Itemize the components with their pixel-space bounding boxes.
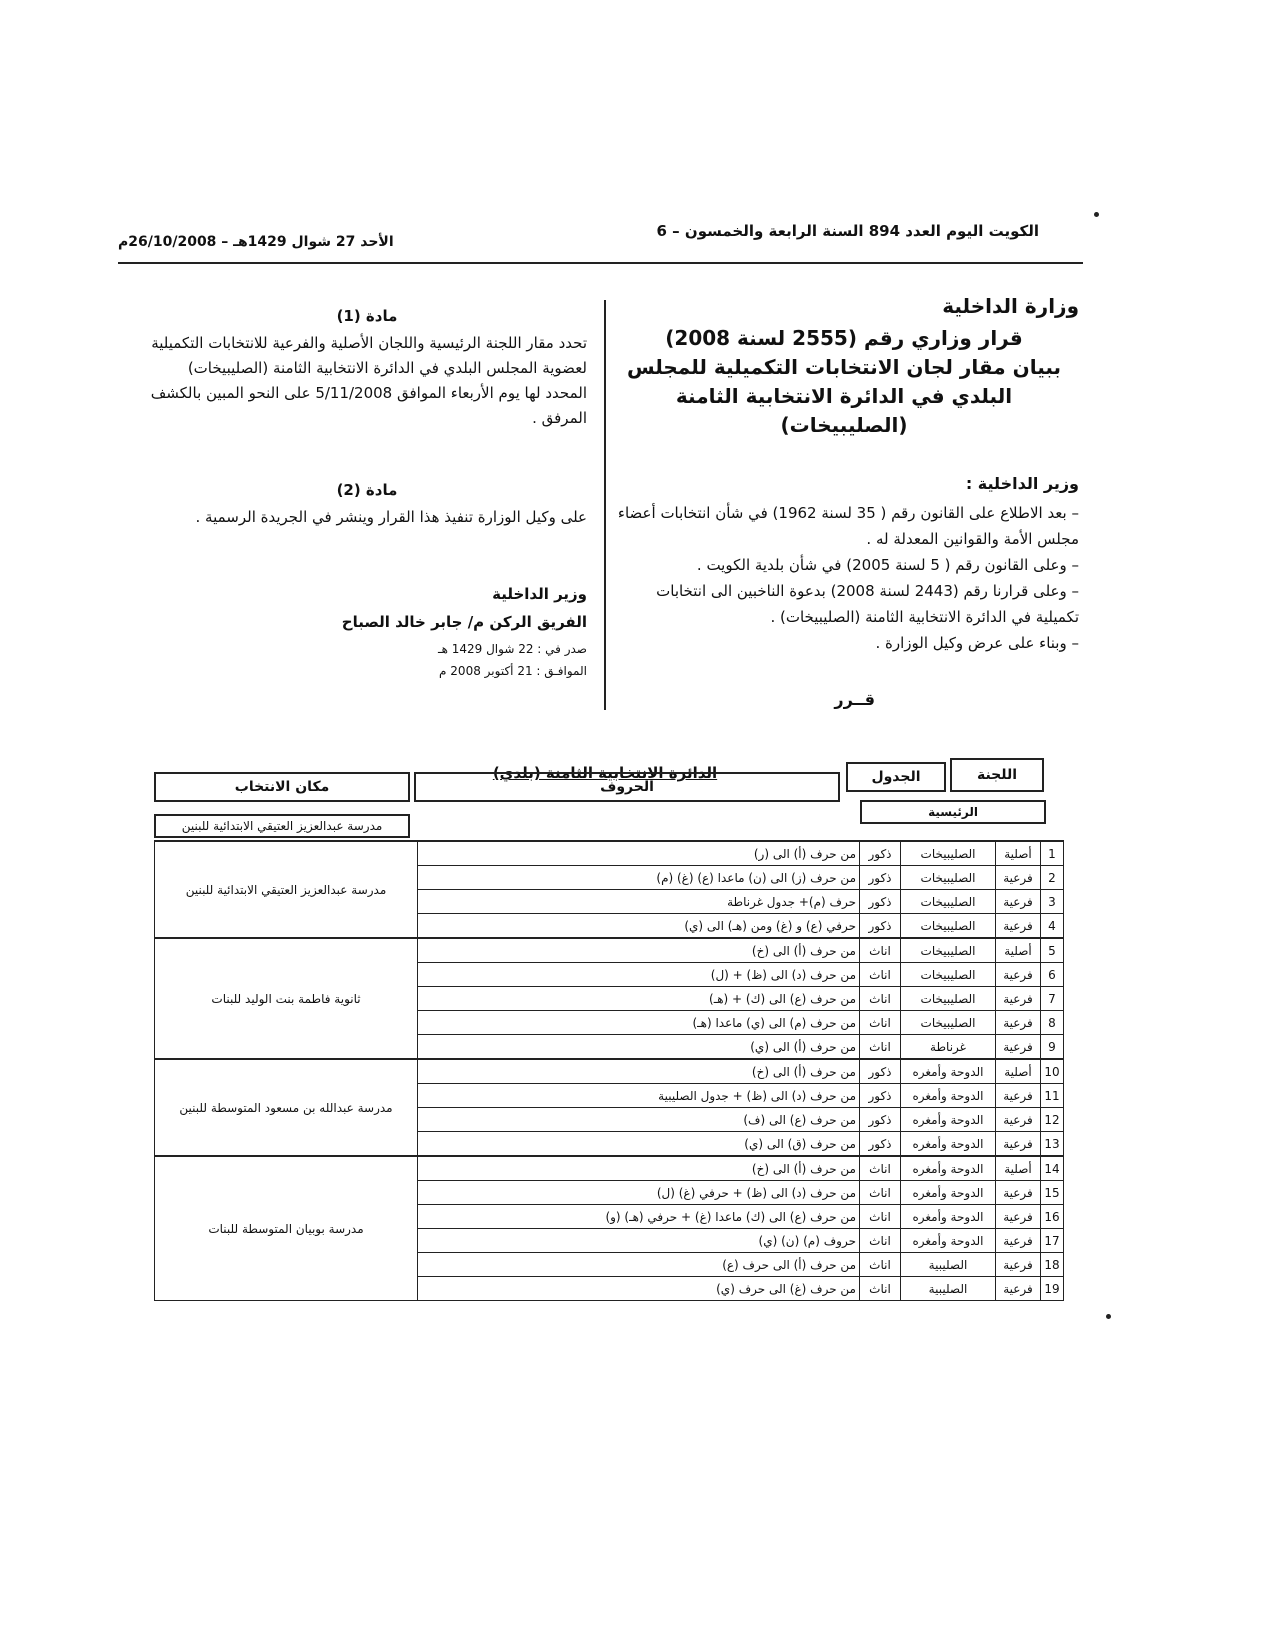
committee-number: 3 — [1041, 890, 1064, 914]
committee-area: الدوحة وأمغره — [901, 1229, 996, 1253]
committee-gender: اناث — [860, 1253, 901, 1277]
committee-gender: اناث — [860, 1229, 901, 1253]
decision-title-line: البلدي في الدائرة الانتخابية الثامنة — [675, 384, 1013, 408]
committee-gender: اناث — [860, 963, 901, 987]
decided-label: قــرر — [834, 690, 875, 709]
committee-number: 19 — [1041, 1277, 1064, 1301]
committee-area: الدوحة وأمغره — [901, 1156, 996, 1181]
main-committee-place: مدرسة عبدالعزيز العتيقي الابتدائية للبنين — [154, 814, 410, 838]
committee-area: الصليبيخات — [901, 963, 996, 987]
table-row — [155, 938, 1064, 963]
committee-type: فرعية — [996, 1205, 1041, 1229]
polling-place: مدرسة بوبيان المتوسطة للبنات — [155, 1156, 418, 1301]
committee-type: فرعية — [996, 914, 1041, 939]
committee-number: 1 — [1041, 841, 1064, 866]
committee-number: 8 — [1041, 1011, 1064, 1035]
committee-type: فرعية — [996, 1253, 1041, 1277]
committee-letters: حرف (م)+ جدول غرناطة — [418, 890, 860, 914]
table-row — [155, 841, 1064, 866]
committee-letters: حرفي (ع) و (غ) ومن (هـ) الى (ي) — [418, 914, 860, 939]
decision-title-line: قرار وزاري رقم (2555 لسنة 2008) — [665, 326, 1023, 350]
scan-mark — [1106, 1314, 1111, 1319]
committees-table — [154, 840, 1064, 1301]
article-2 — [147, 478, 587, 530]
committee-letters: من حرف (م) الى (ي) ماعدا (هـ) — [418, 1011, 860, 1035]
preamble-item: – وعلى القانون رقم ( 5 لسنة 2005) في شأن بلدية الكويت . — [696, 556, 1079, 574]
committee-area: الدوحة وأمغره — [901, 1205, 996, 1229]
header-schedule: الجدول — [846, 762, 946, 792]
committee-number: 16 — [1041, 1205, 1064, 1229]
committee-number: 9 — [1041, 1035, 1064, 1060]
committee-type: أصلية — [996, 1059, 1041, 1084]
committee-letters: من حرف (د) الى (ظ) + جدول الصليبية — [418, 1084, 860, 1108]
committee-letters: من حرف (أ) الى (خ) — [418, 1059, 860, 1084]
committee-letters: من حرف (ق) الى (ي) — [418, 1132, 860, 1157]
committee-area: الصليبية — [901, 1253, 996, 1277]
committee-gender: ذكور — [860, 890, 901, 914]
committee-letters: من حرف (أ) الى (خ) — [418, 1156, 860, 1181]
committee-number: 2 — [1041, 866, 1064, 890]
polling-place: مدرسة عبدالله بن مسعود المتوسطة للبنين — [155, 1059, 418, 1156]
committee-gender: ذكور — [860, 1084, 901, 1108]
committee-letters: من حرف (أ) الى (ر) — [418, 841, 860, 866]
committee-type: فرعية — [996, 1011, 1041, 1035]
preamble-item: – وعلى قرارنا رقم (2443 لسنة 2008) بدعوة الناخبين الى انتخابات تكميلية في الدائرة الانتخابية الثامنة (الصليبيخات) . — [656, 582, 1079, 626]
committee-gender: ذكور — [860, 1132, 901, 1157]
committee-type: فرعية — [996, 890, 1041, 914]
committee-letters: من حرف (ع) الى (ف) — [418, 1108, 860, 1132]
signer-name: الفريق الركن م/ جابر خالد الصباح — [341, 613, 587, 631]
committee-number: 17 — [1041, 1229, 1064, 1253]
issue-date-hijri: صدر في : 22 شوال 1429 هـ — [438, 642, 587, 656]
committee-area: الصليبيخات — [901, 866, 996, 890]
column-divider — [604, 300, 606, 710]
committee-number: 12 — [1041, 1108, 1064, 1132]
preamble — [609, 500, 1079, 656]
committee-gender: اناث — [860, 1181, 901, 1205]
committee-number: 5 — [1041, 938, 1064, 963]
committee-type: أصلية — [996, 1156, 1041, 1181]
committee-gender: ذكور — [860, 1059, 901, 1084]
committee-type: فرعية — [996, 1084, 1041, 1108]
committee-gender: اناث — [860, 1277, 901, 1301]
committee-letters: من حرف (ع) الى (ك) ماعدا (غ) + حرفي (هـ) (و) — [418, 1205, 860, 1229]
polling-place: ثانوية فاطمة بنت الوليد للبنات — [155, 938, 418, 1059]
committee-letters: من حرف (د) الى (ظ) + (ل) — [418, 963, 860, 987]
header-committee: اللجنة — [950, 758, 1044, 792]
article-2-text: على وكيل الوزارة تنفيذ هذا القرار وينشر في الجريدة الرسمية . — [195, 508, 587, 526]
committee-letters: حروف (م) (ن) (ي) — [418, 1229, 860, 1253]
header-gazette-issue: الكويت اليوم العدد 894 السنة الرابعة والخمسون – 6 — [656, 222, 1039, 240]
committee-type: فرعية — [996, 1108, 1041, 1132]
committee-number: 6 — [1041, 963, 1064, 987]
committee-letters: من حرف (د) الى (ظ) + حرفي (غ) (ل) — [418, 1181, 860, 1205]
committee-type: فرعية — [996, 1132, 1041, 1157]
committee-type: فرعية — [996, 1229, 1041, 1253]
committee-gender: ذكور — [860, 1108, 901, 1132]
issue-date — [387, 638, 587, 682]
committee-number: 13 — [1041, 1132, 1064, 1157]
committee-area: الصليبيخات — [901, 914, 996, 939]
committee-gender: ذكور — [860, 914, 901, 939]
committee-number: 18 — [1041, 1253, 1064, 1277]
committee-letters: من حرف (أ) الى (ي) — [418, 1035, 860, 1060]
header-place: مكان الانتخاب — [154, 772, 410, 802]
committee-area: الصليبيخات — [901, 938, 996, 963]
polling-place: مدرسة عبدالعزيز العتيقي الابتدائية للبنين — [155, 841, 418, 938]
table-title: الدائرة الانتخابية الثامنة (بلدي) — [492, 764, 718, 782]
article-2-title: مادة (2) — [336, 481, 398, 499]
header-rule — [118, 262, 1083, 264]
committee-gender: اناث — [860, 987, 901, 1011]
committee-number: 10 — [1041, 1059, 1064, 1084]
committee-type: أصلية — [996, 938, 1041, 963]
committee-type: أصلية — [996, 841, 1041, 866]
committee-letters: من حرف (ز) الى (ن) ماعدا (ع) (غ) (م) — [418, 866, 860, 890]
committee-gender: اناث — [860, 1156, 901, 1181]
decision-title-line: ببيان مقار لجان الانتخابات التكميلية للمجلس — [626, 355, 1062, 379]
scan-mark — [1094, 212, 1099, 217]
committee-area: الصليبيخات — [901, 890, 996, 914]
committee-type: فرعية — [996, 866, 1041, 890]
committee-area: الدوحة وأمغره — [901, 1084, 996, 1108]
table-row — [155, 1059, 1064, 1084]
preamble-item: – وبناء على عرض وكيل الوزارة . — [875, 634, 1079, 652]
committee-area: الصليبيخات — [901, 841, 996, 866]
committee-area: الدوحة وأمغره — [901, 1132, 996, 1157]
committees-table-body — [155, 841, 1064, 1301]
committee-letters: من حرف (أ) الى (خ) — [418, 938, 860, 963]
preamble-item: – بعد الاطلاع على القانون رقم ( 35 لسنة 1962) في شأن انتخابات أعضاء مجلس الأمة والقوانين المعدلة له . — [617, 504, 1079, 548]
committee-number: 15 — [1041, 1181, 1064, 1205]
committee-gender: ذكور — [860, 866, 901, 890]
committee-area: غرناطة — [901, 1035, 996, 1060]
committee-area: الصليبية — [901, 1277, 996, 1301]
table-row — [155, 1156, 1064, 1181]
committee-type: فرعية — [996, 1181, 1041, 1205]
committee-type: فرعية — [996, 1035, 1041, 1060]
signature-block — [147, 580, 587, 636]
committee-gender: اناث — [860, 1205, 901, 1229]
committee-area: الصليبيخات — [901, 987, 996, 1011]
committee-gender: ذكور — [860, 841, 901, 866]
article-1 — [147, 304, 587, 431]
minister-label: وزير الداخلية : — [965, 474, 1079, 493]
ministry-name: وزارة الداخلية — [942, 294, 1079, 318]
article-1-title: مادة (1) — [336, 307, 398, 325]
committee-type: فرعية — [996, 1277, 1041, 1301]
committee-area: الدوحة وأمغره — [901, 1108, 996, 1132]
article-1-text: تحدد مقار اللجنة الرئيسية واللجان الأصلية والفرعية للانتخابات التكميلية لعضوية المجلس البلدي في الدائرة الانتخابية الثامنة (الصليبيخات) المحدد لها يوم الأربعاء الموافق 5/11/2008 على النحو المبين بالكشف المرفق . — [150, 334, 587, 427]
committee-number: 4 — [1041, 914, 1064, 939]
committee-letters: من حرف (أ) الى حرف (ع) — [418, 1253, 860, 1277]
header-letters: الحروف — [414, 772, 840, 802]
committee-area: الدوحة وأمغره — [901, 1181, 996, 1205]
committee-area: الصليبيخات — [901, 1011, 996, 1035]
committee-number: 7 — [1041, 987, 1064, 1011]
committee-number: 14 — [1041, 1156, 1064, 1181]
committee-type: فرعية — [996, 963, 1041, 987]
main-committee-label: الرئيسية — [860, 800, 1046, 824]
committee-letters: من حرف (ع) الى (ك) + (هـ) — [418, 987, 860, 1011]
committee-gender: اناث — [860, 938, 901, 963]
header-date: الأحد 27 شوال 1429هـ – 26/10/2008م — [118, 234, 394, 250]
committee-gender: اناث — [860, 1035, 901, 1060]
committee-area: الدوحة وأمغره — [901, 1059, 996, 1084]
signer-title: وزير الداخلية — [492, 585, 587, 603]
committee-letters: من حرف (غ) الى حرف (ي) — [418, 1277, 860, 1301]
committee-type: فرعية — [996, 987, 1041, 1011]
issue-date-gregorian: الموافـق : 21 أكتوبر 2008 م — [439, 664, 587, 678]
decision-title-line: (الصليبيخات) — [780, 413, 908, 437]
decision-title — [609, 324, 1079, 440]
committee-gender: اناث — [860, 1011, 901, 1035]
committee-number: 11 — [1041, 1084, 1064, 1108]
